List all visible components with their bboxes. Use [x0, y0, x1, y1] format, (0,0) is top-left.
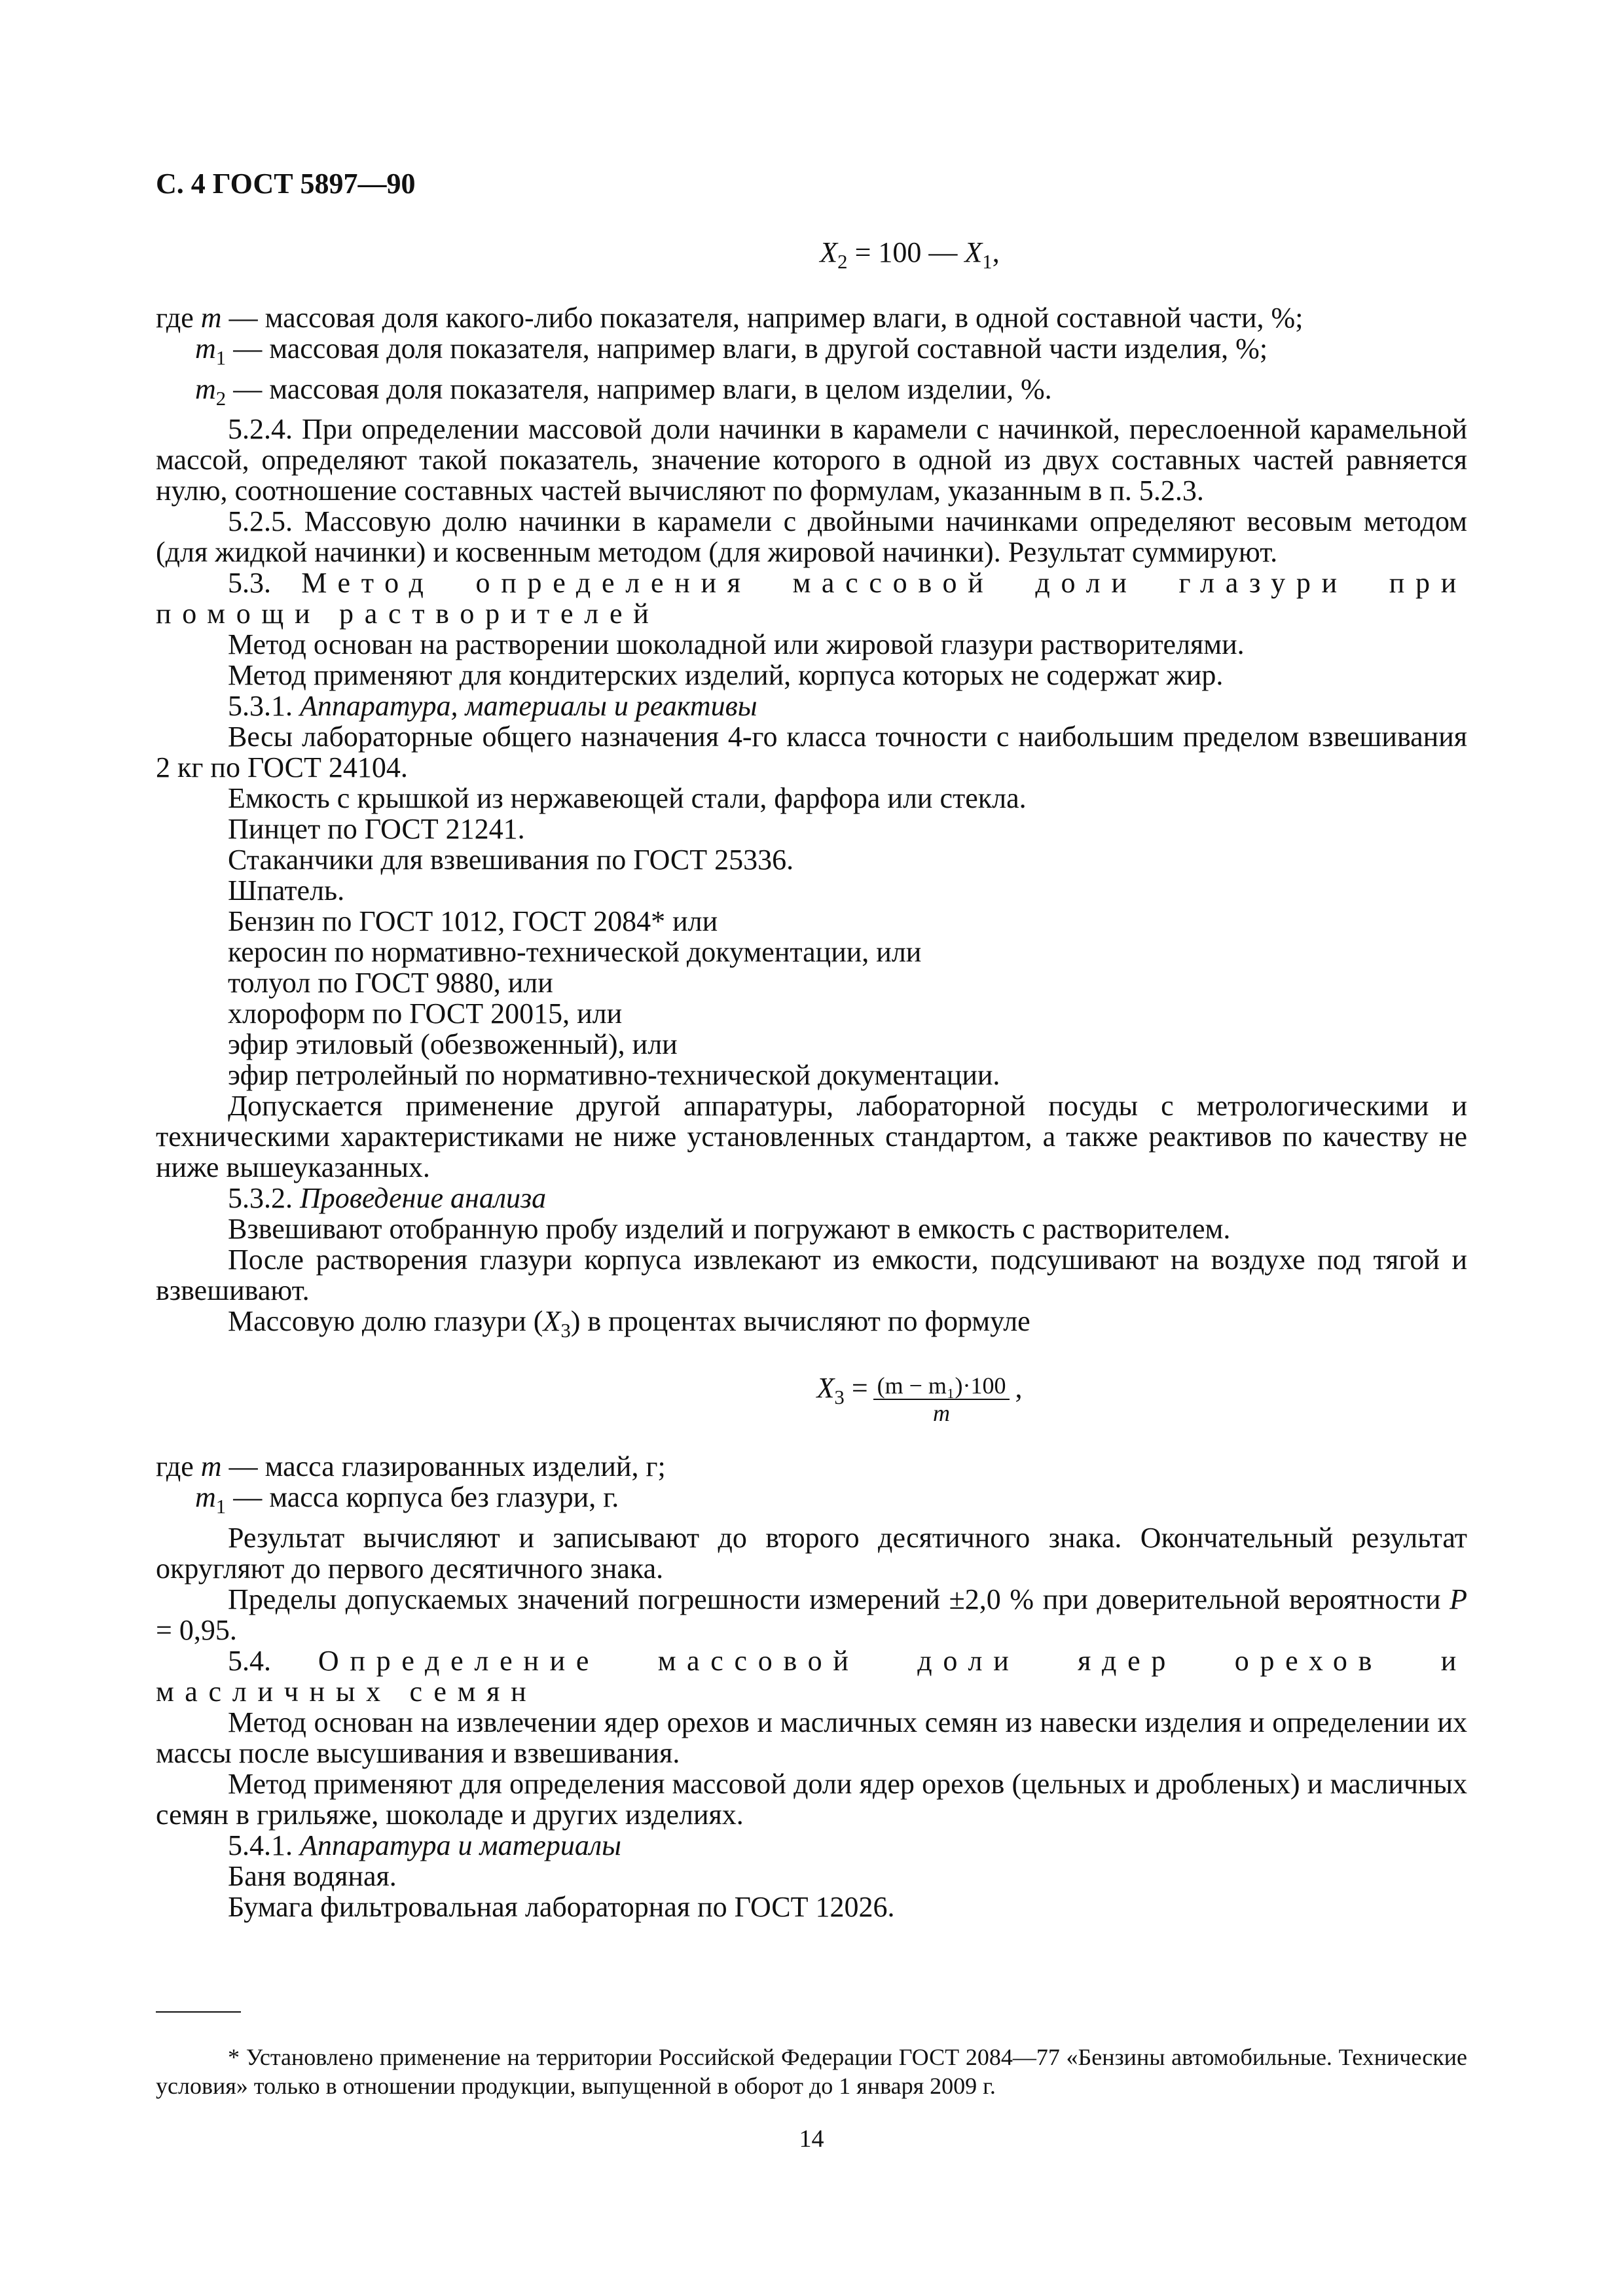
equipment-item: Пинцет по ГОСТ 21241.	[228, 813, 525, 846]
document-page	[156, 0, 1467, 2296]
equipment-item: эфир этиловый (обезвоженный), или	[228, 1028, 678, 1061]
document-body	[156, 237, 1467, 1922]
subsection-heading-5-3-2: 5.3.2. Проведение анализа	[228, 1182, 547, 1215]
footnote-divider	[156, 2011, 241, 2013]
equipment-item: керосин по нормативно-технической документации, или	[228, 936, 922, 969]
page-header: С. 4 ГОСТ 5897—90	[156, 168, 416, 200]
section-heading-5-4: 5.4. Определение массовой доли ядер орехов и масличных семян	[156, 1644, 1468, 1708]
equipment-item: эфир петролейный по нормативно-технической документации.	[228, 1059, 1000, 1092]
paragraph: Метод основан на растворении шоколадной или жировой глазури растворителями.	[228, 628, 1245, 661]
definition-line: $m_1$ — массовая доля показателя, например влаги, в другой составной части изделия, %;	[195, 332, 1268, 369]
equipment-item: Баня водяная.	[228, 1859, 397, 1892]
paragraph: Взвешивают отобранную пробу изделий и погружают в емкость с растворителем.	[228, 1213, 1231, 1246]
equipment-item: Шпатель.	[228, 874, 345, 907]
fraction	[873, 1372, 1010, 1426]
equipment-item: Допускается применение другой аппаратуры, лабораторной посуды с метрологическими и техническими характеристиками не ниже установленных стандартом, а также реактивов по качеству не ниже вышеуказанных.	[156, 1090, 1467, 1184]
equipment-item: Стаканчики для взвешивания по ГОСТ 25336.	[228, 844, 794, 876]
paragraph: Результат вычисляют и записывают до второго десятичного знака. Окончательный результат округляют до первого десятичного знака.	[156, 1521, 1467, 1585]
fraction-numerator: (m − m₁)·100	[873, 1372, 1010, 1400]
paragraph-5-2-5: 5.2.5. Массовую долю начинки в карамели с двойными начинками определяют весовым методом (для жидкой начинки) и косвенным методом (для жировой начинки). Результат суммируют.	[156, 505, 1467, 569]
section-heading-5-3: 5.3. Метод определения массовой доли глазури при помощи растворителей	[156, 567, 1468, 630]
formula-x2: $X_2 = 100$ — $X_1$,	[820, 236, 1000, 273]
subsection-heading-5-4-1: 5.4.1. Аппаратура и материалы	[228, 1829, 621, 1861]
page-number: 14	[799, 2125, 824, 2153]
equipment-item: Бензин по ГОСТ 1012, ГОСТ 2084* или	[228, 905, 718, 938]
definition-line: где m — масса глазированных изделий, г;	[156, 1450, 666, 1483]
equipment-item: хлороформ по ГОСТ 20015, или	[228, 997, 623, 1030]
paragraph: Метод применяют для определения массовой доли ядер орехов (цельных и дробленых) и масличных семян в грильяже, шоколаде и других изделиях.	[156, 1767, 1467, 1831]
paragraph-5-2-4: 5.2.4. При определении массовой доли начинки в карамели с начинкой, переслоенной карамельной массой, определяют такой показатель, значение которого в одной из двух составных частей равняется нулю, соотношение составных частей вычисляют по формулам, указанным в п. 5.2.3.	[156, 413, 1467, 507]
paragraph: Массовую долю глазури $(X_3)$ в процентах вычисляют по формуле	[228, 1305, 1030, 1342]
equipment-item: Бумага фильтровальная лабораторная по ГОСТ 12026.	[228, 1890, 895, 1923]
equipment-item: Емкость с крышкой из нержавеющей стали, фарфора или стекла.	[228, 782, 1027, 815]
formula-x3: $X_3$ = $\frac{\text{(m − m₁)·100}}{m}$ ,	[816, 1372, 1023, 1427]
paragraph: Метод применяют для кондитерских изделий, корпуса которых не содержат жир.	[228, 659, 1224, 692]
paragraph: После растворения глазури корпуса извлекают из емкости, подсушивают на воздухе под тягой и взвешивают.	[156, 1244, 1467, 1307]
fraction-denominator: m	[933, 1400, 951, 1427]
paragraph: Метод основан на извлечении ядер орехов и масличных семян из навески изделия и определении их массы после высушивания и взвешивания.	[156, 1706, 1467, 1769]
subsection-heading-5-3-1: 5.3.1. Аппаратура, материалы и реактивы	[228, 690, 757, 723]
definition-line: $m_1$ — масса корпуса без глазури, г.	[195, 1481, 619, 1518]
definition-line: где m — массовая доля какого-либо показателя, например влаги, в одной составной части, %;	[156, 301, 1304, 334]
definition-line: $m_2$ — массовая доля показателя, например влаги, в целом изделии, %.	[195, 372, 1052, 410]
equipment-item: толуол по ГОСТ 9880, или	[228, 967, 553, 999]
footnote: * Установлено применение на территории Российской Федерации ГОСТ 2084—77 «Бензины автомобильные. Технические условия» только в отношении продукции, выпущенной в оборот до 1 января 2009 г.	[156, 2044, 1467, 2099]
equipment-item: Весы лабораторные общего назначения 4-го класса точности с наибольшим пределом взвешивания 2 кг по ГОСТ 24104.	[156, 721, 1467, 784]
paragraph: Пределы допускаемых значений погрешности измерений ±2,0 % при доверительной вероятности P = 0,95.	[156, 1583, 1467, 1646]
